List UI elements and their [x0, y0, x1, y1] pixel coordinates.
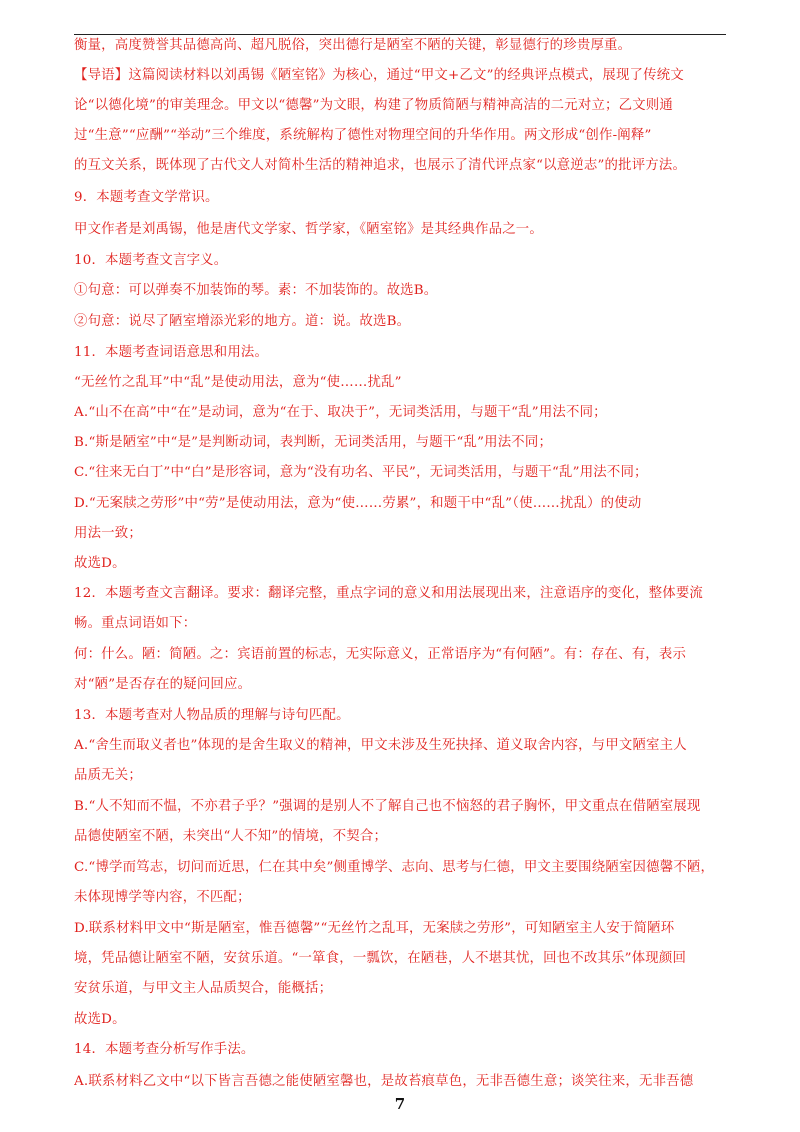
text-line: “无丝竹之乱耳”中“乱”是使动用法，意为“使……扰乱” [74, 375, 402, 390]
page-number: 7 [394, 1095, 406, 1113]
text-line: D.“无案牍之劳形”中“劳”是使动用法，意为“使……劳累”，和题干中“乱”（使……扰乱）的使动 [74, 496, 642, 511]
text-line: A.联系材料乙文中“以下皆言吾德之能使陋室馨也，是故苔痕草色，无非吾德生意；谈笑往来，无非吾德 [74, 1074, 694, 1089]
text-line: B.“人不知而不愠，不亦君子乎？”强调的是别人不了解自己也不恼怒的君子胸怀，甲文重点在借陋室展现 [74, 799, 701, 814]
text-line: 衡量，高度赞誉其品德高尚、超凡脱俗，突出德行是陋室不陋的关键，彰显德行的珍贵厚重。 [74, 38, 632, 53]
text-line: A.“山不在高”中“在”是动词，意为“在于、取决于”，无词类活用，与题干“乱”用法不同； [74, 405, 607, 420]
text-line: 故选D。 [74, 556, 126, 571]
text-line: 品质无关； [74, 768, 142, 783]
text-line: 品德使陋室不陋，未突出“人不知”的情境，不契合； [74, 829, 388, 844]
text-line: C.“往来无白丁”中“白”是形容词，意为“没有功名、平民”，无词类活用，与题干“乱”用法不同； [74, 465, 648, 480]
text-line: 过“生意”“应酬”“举动”三个维度，系统解构了德性对物理空间的升华作用。两文形成“创作-阐释” [74, 128, 652, 143]
text-line: 对“陋”是否存在的疑问回应。 [74, 677, 252, 692]
text-line: 畅。重点词语如下： [74, 616, 197, 631]
text-line: 【导语】这篇阅读材料以刘禹锡《陋室铭》为核心，通过“甲文+乙文”的经典评点模式，展现了传统文 [74, 68, 684, 83]
text-line: C.“博学而笃志，切问而近思，仁在其中矣”侧重博学、志向、思考与仁德，甲文主要围绕陋室因德馨不陋， [74, 860, 715, 875]
text-line: 未体现博学等内容，不匹配； [74, 890, 251, 905]
text-line: ①句意：可以弹奏不加装饰的琴。素：不加装饰的。故选B。 [74, 283, 438, 298]
text-line: 故选D。 [74, 1012, 126, 1027]
text-line: 9．本题考查文学常识。 [74, 190, 219, 205]
text-line: 何：什么。陋：简陋。之：宾语前置的标志，无实际意义，正常语序为“有何陋”。有：存在、有，表示 [74, 647, 687, 662]
text-line: A.“舍生而取义者也”体现的是舍生取义的精神，甲文未涉及生死抉择、道义取舍内容，与甲文陋室主人 [74, 738, 687, 753]
text-line: 13．本题考查对人物品质的理解与诗句匹配。 [74, 708, 350, 723]
text-line: 安贫乐道，与甲文主人品质契合，能概括； [74, 981, 333, 996]
text-line: 甲文作者是刘禹锡，他是唐代文学家、哲学家，《陋室铭》是其经典作品之一。 [74, 222, 543, 237]
text-line: D.联系材料甲文中“斯是陋室，惟吾德馨”“无丝竹之乱耳，无案牍之劳形”，可知陋室主人安于简陋环 [74, 921, 675, 936]
text-line: 境，凭品德让陋室不陋，安贫乐道。“一箪食，一瓢饮，在陋巷，人不堪其忧，回也不改其乐”体现颜回 [74, 951, 687, 966]
text-line: 论“以德化境”的审美理念。甲文以“德馨”为文眼，构建了物质简陋与精神高洁的二元对立；乙文则通 [74, 98, 673, 113]
text-line: 11．本题考查词语意思和用法。 [74, 345, 269, 360]
text-line: B.“斯是陋室”中“是”是判断动词，表判断，无词类活用，与题干“乱”用法不同； [74, 435, 553, 450]
text-line: 12．本题考查文言翻译。要求：翻译完整，重点字词的意义和用法展现出来，注意语序的变化，整体要流 [74, 586, 704, 601]
text-line: 14．本题考查分析写作手法。 [74, 1042, 255, 1057]
text-line: ②句意：说尽了陋室增添光彩的地方。道：说。故选B。 [74, 314, 411, 329]
text-line: 用法一致； [74, 526, 142, 541]
text-line: 10．本题考查文言字义。 [74, 253, 228, 268]
text-line: 的互文关系，既体现了古代文人对简朴生活的精神追求，也展示了清代评点家“以意逆志”的批评方法。 [74, 158, 687, 173]
